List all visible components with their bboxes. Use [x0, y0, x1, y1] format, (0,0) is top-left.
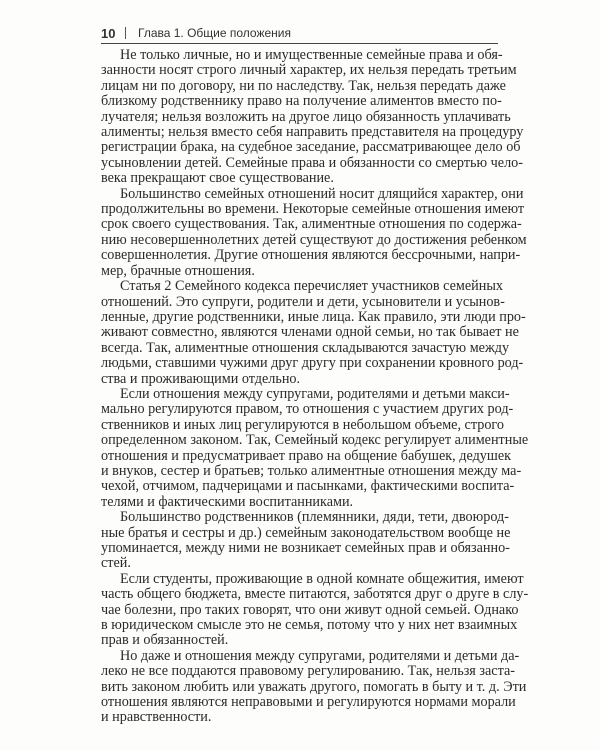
text-line: определенном законом. Так, Семейный кодекс регулирует алиментные [101, 432, 529, 449]
paragraph [101, 647, 527, 726]
text-line: совершеннолетия. Другие отношения являются бессрочными, напри- [101, 247, 521, 264]
paragraph [101, 185, 527, 279]
text-line: срок своего существования. Так, алиментные отношения по содержа- [101, 216, 522, 233]
text-line: чае болезни, про таких говорят, что они живут одной семьей. Однако [101, 601, 519, 618]
text-line: Большинство семейных отношений носит длящийся характер, они [120, 185, 524, 202]
text-line: отношения являются неправовыми и регулируются нормами морали [101, 694, 516, 711]
text-line: мально регулируются правом, то отношения с участием других род- [101, 401, 514, 418]
chapter-title: Глава 1. Общие положения [138, 26, 291, 40]
running-header [101, 26, 498, 43]
text-line: нию несовершеннолетних детей существуют до достижения ребенком [101, 231, 527, 248]
text-line: регистрации брака, на судебное заседание, рассматривающее дело об [101, 139, 521, 156]
text-line: и нравственности. [101, 709, 212, 726]
text-line: Но даже и отношения между супругами, родителями и детьми да- [120, 647, 520, 664]
text-line: леко не все поддаются правовому регулированию. Так, нельзя заста- [101, 663, 515, 680]
paragraph [101, 570, 529, 649]
text-line: Статья 2 Семейного кодекса перечисляет участников семейных [120, 278, 503, 295]
text-line: ства и проживающими отдельно. [101, 370, 301, 387]
text-line: занности носят строго личный характер, их нельзя передать третьим [101, 62, 517, 79]
text-line: в юридическом смысле это не семья, потому что у них нет взаимных [101, 617, 518, 634]
text-line: лицам ни по договору, ни по наследству. Так, нельзя передать даже [101, 77, 506, 94]
paragraph [101, 509, 511, 572]
text-line: отношения и предусматривает право на общение бабушек, дедушек [101, 447, 512, 464]
text-line: прав и обязанностей. [101, 632, 229, 649]
text-line: продолжительны во времени. Некоторые семейные отношения имеют [101, 201, 525, 218]
text-line: лучателя; нельзя возложить на другое лицо обязанность уплачивать [101, 108, 511, 125]
header-separator [125, 27, 126, 39]
text-line: ленные, другие родственники, иные лица. Как правило, эти люди про- [101, 308, 526, 325]
paragraph [101, 47, 524, 187]
header-rule [101, 43, 498, 44]
text-line: телями и фактическими воспитанниками. [101, 493, 354, 510]
text-line: Не только личные, но и имущественные семейные права и обя- [120, 47, 503, 63]
page-body [101, 47, 529, 726]
text-line: ственников и иных лиц регулируются в небольшом объеме, строго [101, 416, 504, 433]
text-line: отношений. Это супруги, родители и дети, усыновители и усынов- [101, 293, 505, 310]
text-line: близкому родственнику право на получение алиментов вместо по- [101, 93, 502, 110]
text-line: Если студенты, проживающие в одной комнате общежития, имеют [120, 570, 524, 587]
text-line: чехой, отчимом, падчерицами и пасынками, фактическими воспита- [101, 478, 515, 495]
text-line: ные братья и сестры и др.) семейным законодательством вообще не [101, 524, 511, 541]
text-line: века прекращают свое существование. [101, 170, 334, 187]
paragraph [101, 278, 526, 387]
page-number: 10 [101, 26, 116, 41]
text-line: часть общего бюджета, вместе питаются, заботятся друг о друге в слу- [101, 586, 529, 603]
text-line: вить законом любить или уважать другого, помогать в быту и т. д. Эти [101, 678, 527, 695]
text-line: всегда. Так, алиментные отношения складываются зачастую между [101, 339, 510, 356]
text-line: Большинство родственников (племянники, дяди, тети, двоюрод- [120, 509, 509, 526]
text-line: стей. [101, 555, 131, 572]
paragraph [101, 385, 529, 510]
text-line: упоминается, между ними не возникает семейных прав и обязанно- [101, 540, 510, 556]
text-line: усыновлении детей. Семейные права и обязанности со смертью чело- [101, 154, 523, 171]
text-line: алименты; нельзя вместо себя направить представителя на процедуру [101, 124, 524, 141]
text-line: людьми, ставшими чужими друг другу при сохранении кровного род- [101, 355, 524, 372]
text-line: живают совместно, являются членами одной семьи, но так бывает не [101, 324, 519, 341]
text-line: и внуков, сестер и братьев; только алиментные отношения между ма- [101, 462, 522, 479]
text-line: Если отношения между супругами, родителями и детьми макси- [120, 385, 510, 402]
text-line: мер, брачные отношения. [101, 262, 255, 279]
